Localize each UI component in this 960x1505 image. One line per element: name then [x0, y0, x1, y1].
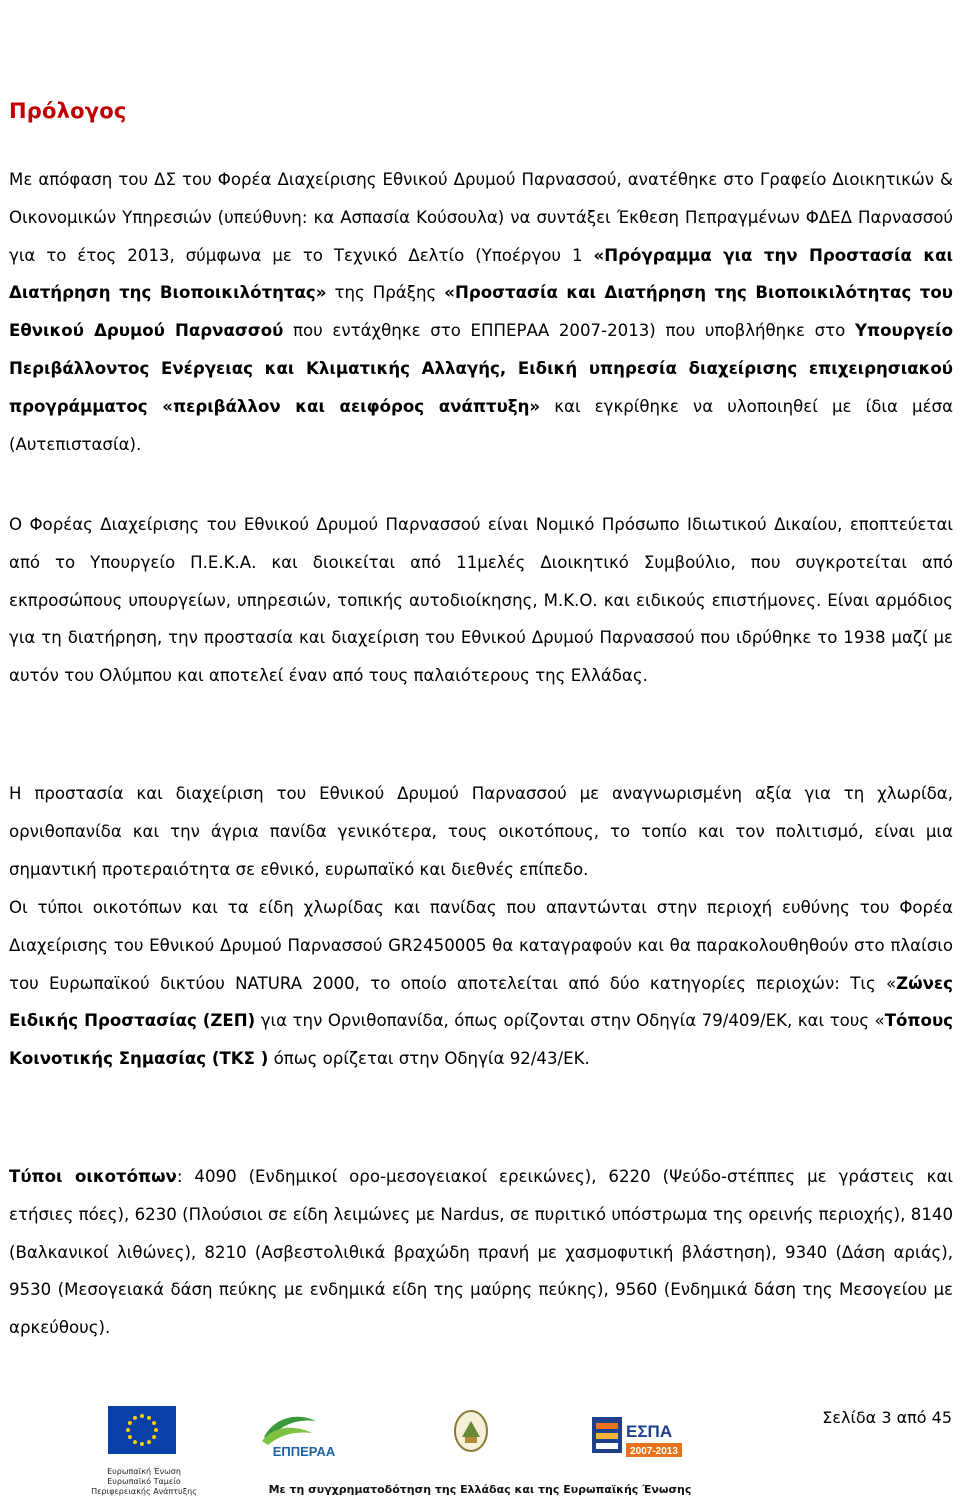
subproject-title: «Πρόγραμμα για την Προστασία και Διατήρηση της Βιοποικιλότητας»: [9, 245, 953, 303]
natura-text-2: για την Ορνιθοπανίδα, όπως ορίζονται στην Οδηγία 79/409/ΕΚ, και τους «: [255, 1011, 885, 1031]
cofunding-notice: Με τη συγχρηματοδότηση της Ελλάδας και της Ευρωπαϊκής Ένωσης: [268, 1483, 692, 1496]
eu-star-icon: [140, 1442, 144, 1446]
paragraph-habitat-types: [9, 1158, 953, 1347]
eu-star-icon: [128, 1421, 132, 1425]
spa-term: Ζώνες Ειδικής Προστασίας (ΖΕΠ): [9, 973, 953, 1031]
espa-logo: [592, 1413, 684, 1463]
natura-text-3: όπως ορίζεται στην Οδηγία 92/43/ΕΚ.: [268, 1049, 590, 1069]
page-title: Πρόλογος: [9, 99, 127, 123]
paragraph-natura: [9, 889, 953, 1078]
intro-text-1: Με απόφαση του ΔΣ του Φορέα Διαχείρισης Εθνικού Δρυμού Παρνασσού, ανατέθηκε στο Γραφείο Διοικητικών & Οικονομικών Υπηρεσιών (υπεύθυνη: κα Ασπασία Κούσουλα) να συντάξει Έκθεση Πεπραγμένων ΦΔΕΔ Παρνασσού για το έτος 2013, σύμφωνα με το Τεχνικό Δελτίο (Υποέργου 1: [9, 170, 953, 265]
eu-star-icon: [147, 1416, 151, 1420]
page-number: Σελίδα 3 από 45: [822, 1408, 952, 1427]
eu-caption-line: Ευρωπαϊκή Ένωση: [107, 1467, 181, 1476]
eu-star-icon: [126, 1428, 130, 1432]
intro-text-3: που εντάχθηκε στο ΕΠΠΕΡΑΑ 2007-2013) που υποβλήθηκε στο: [283, 321, 855, 341]
eu-caption-line: Περιφερειακής Ανάπτυξης: [91, 1487, 197, 1496]
eu-caption: [84, 1467, 204, 1497]
espa-logo-text: ΕΣΠΑ: [626, 1422, 673, 1441]
paragraph-intro: [9, 161, 953, 463]
eu-caption-line: Ευρωπαϊκό Ταμείο: [107, 1477, 181, 1486]
eu-star-icon: [133, 1440, 137, 1444]
eu-star-icon: [152, 1435, 156, 1439]
eu-star-icon: [154, 1428, 158, 1432]
national-seal-logo: [452, 1407, 490, 1455]
eu-star-icon: [133, 1416, 137, 1420]
eu-star-icon: [147, 1440, 151, 1444]
eu-flag-logo: [108, 1406, 176, 1454]
espa-years-text: 2007-2013: [630, 1446, 678, 1457]
eu-star-icon: [140, 1414, 144, 1418]
habitat-types-list: : 4090 (Ενδημικοί ορο-μεσογειακοί ερεικώνες), 6220 (Ψεύδο-στέππες με γράστεις και ετήσιες πόες), 6230 (Πλούσιοι σε είδη λειμώνες με Nardus, σε πυριτικό υπόστρωμα της ορεινής περιοχής), 8140 (Βαλκανικοί λιθώνες), 8210 (Ασβεστολιθικά βραχώδη πρανή με χασμοφυτική βλάστηση), 9340 (Δάση αριάς), 9530 (Μεσογειακά δάση πεύκης με ενδημικά είδη της μαύρης πεύκης), 9560 (Ενδημικά δάση της Μεσογείου με αρκεύθους).: [9, 1167, 953, 1338]
eu-star-icon: [128, 1435, 132, 1439]
eppera-logo: [256, 1411, 352, 1461]
ministry-name: Υπουργείο Περιβάλλοντος Ενέργειας και Κλιματικής Αλλαγής, Ειδική υπηρεσία διαχείρισης επιχειρησιακού προγράμματος «περιβάλλον και αειφόρος ανάπτυξη»: [9, 321, 953, 416]
sci-term: Τόπους Κοινοτικής Σημασίας (ΤΚΣ ): [9, 1011, 953, 1069]
paragraph-protection: Η προστασία και διαχείριση του Εθνικού Δρυμού Παρνασσού με αναγνωρισμένη αξία για τη χλωρίδα, ορνιθοπανίδα και την άγρια πανίδα γενικότερα, τους οικοτόπους, το τοπίο και τον πολιτισμό, είναι μια σημαντική προτεραιότητα σε εθνικό, ευρωπαϊκό και διεθνές επίπεδο.: [9, 784, 953, 879]
page-footer: [0, 1395, 960, 1505]
intro-text-2: της Πράξης: [326, 283, 445, 303]
action-title: «Προστασία και Διατήρηση της Βιοποικιλότητας του Εθνικού Δρυμού Παρνασσού: [9, 283, 954, 341]
intro-text-4: και εγκρίθηκε να υλοποιηθεί με ίδια μέσα (Αυτεπιστασία).: [9, 396, 954, 454]
natura-text-1: Οι τύποι οικοτόπων και τα είδη χλωρίδας και πανίδας που απαντώνται στην περιοχή ευθύνης του Φορέα Διαχείρισης του Εθνικού Δρυμού Παρνασσού GR2450005 θα καταγραφούν και θα παρακολουθηθούν στο πλαίσιο του Ευρωπαϊκού δικτύου NATURA 2000, το οποίο αποτελείται από δύο κατηγορίες περιοχών: Τις «: [9, 898, 953, 993]
eppera-logo-text: ΕΠΠΕΡΑΑ: [272, 1444, 336, 1459]
paragraph-body-agency: Ο Φορέας Διαχείρισης του Εθνικού Δρυμού Παρνασσού είναι Νομικό Πρόσωπο Ιδιωτικού Δικαίου, εποπτεύεται από το Υπουργείο Π.Ε.Κ.Α. και διοικείται από 11μελές Διοικητικό Συμβούλιο, που συγκροτείται από εκπροσώπους υπουργείων, υπηρεσιών, τοπικής αυτοδιοίκησης, Μ.Κ.Ο. και ειδικούς επιστήμονες. Είναι αρμόδιος για τη διατήρηση, την προστασία και διαχείριση του Εθνικού Δρυμού Παρνασσού που ιδρύθηκε το 1938 μαζί με αυτόν του Ολύμπου και αποτελεί έναν από τους παλαιότερους της Ελλάδας.: [9, 515, 953, 686]
eu-star-icon: [152, 1421, 156, 1425]
habitat-types-label: Τύποι οικοτόπων: [9, 1167, 177, 1186]
